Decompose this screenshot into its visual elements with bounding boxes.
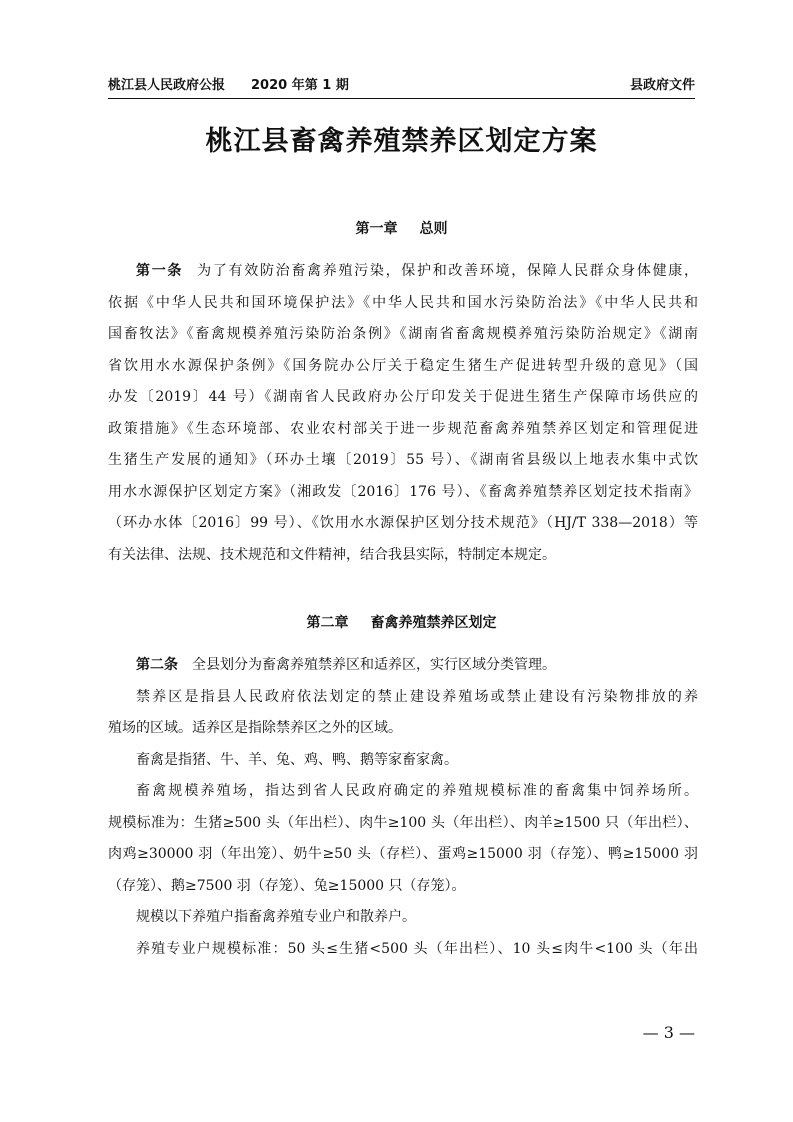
text-line: 肉鸡≥30000 羽（年出笼）、奶牛≥50 头（存栏）、蛋鸡≥15000 羽（存笼）、鸭≥15000 羽 bbox=[108, 846, 698, 862]
text-line: 殖场的区域。适养区是指除禁养区之外的区域。 bbox=[108, 720, 402, 736]
text-line: 国畜牧法》《畜禽规模养殖污染防治条例》《湖南省畜禽规模养殖污染防治规定》《湖南 bbox=[108, 326, 698, 342]
text-line: （环办水体〔2016〕99 号）、《饮用水水源保护区划分技术规范》（HJ/T 338—2018）等 bbox=[108, 515, 698, 531]
article-2-label: 第二条 bbox=[136, 657, 178, 673]
text-line: 省饮用水水源保护条例》《国务院办公厅关于稳定生猪生产促进转型升级的意见》（国 bbox=[108, 357, 698, 374]
text-line: （存笼）、鹅≥7500 羽（存笼）、兔≥15000 只（存笼）。 bbox=[108, 877, 466, 894]
text-line: 有关法律、法规、技术规范和文件精神，结合我县实际，特制定本规定。 bbox=[108, 546, 556, 563]
text-line: 养殖专业户规模标准：50 头≤生猪<500 头（年出栏）、10 头≤肉牛<100 头（年出 bbox=[136, 940, 698, 957]
chapter-1-number: 第一章 bbox=[355, 221, 398, 237]
header-left bbox=[108, 76, 349, 96]
text-line: 第一条 为了有效防治畜禽养殖污染，保护和改善环境，保障人民群众身体健康， bbox=[136, 263, 698, 279]
text-line: 禁养区是指县人民政府依法划定的禁止建设养殖场或禁止建设有污染物排放的养 bbox=[136, 688, 698, 705]
text-line: 用水水源保护区划定方案》（湘政发〔2016〕176 号）、《畜禽养殖禁养区划定技术指南》 bbox=[108, 483, 698, 500]
document-title: 桃江县畜禽养殖禁养区划定方案 bbox=[205, 126, 598, 157]
text-line: 生猪生产发展的通知》（环办土壤〔2019〕55 号）、《湖南省县级以上地表水集中式饮 bbox=[108, 452, 698, 468]
chapter-1-name: 总则 bbox=[419, 221, 448, 237]
running-header bbox=[108, 76, 695, 96]
article-2 bbox=[108, 650, 698, 965]
chapter-1-heading bbox=[108, 218, 695, 240]
article-1-label: 第一条 bbox=[136, 263, 184, 279]
page-number: — 3 — bbox=[642, 1023, 695, 1042]
chapter-2-heading bbox=[108, 612, 695, 634]
text-line: 畜禽规模养殖场，指达到省人民政府确定的养殖规模标准的畜禽集中饲养场所。 bbox=[136, 783, 698, 799]
publication-name: 桃江县人民政府公报 bbox=[108, 78, 226, 93]
header-section: 县政府文件 bbox=[629, 78, 695, 93]
text-line: 规模以下养殖户指畜禽养殖专业户和散养户。 bbox=[136, 909, 416, 925]
chapter-2-name: 畜禽养殖禁养区划定 bbox=[370, 615, 497, 631]
text-line: 第二条 全县划分为畜禽养殖禁养区和适养区，实行区域分类管理。 bbox=[136, 657, 556, 673]
chapter-2-number: 第二章 bbox=[306, 615, 349, 631]
text-line: 畜禽是指猪、牛、羊、兔、鸡、鸭、鹅等家畜家禽。 bbox=[136, 751, 458, 768]
text-line: 政策措施》《生态环境部、农业农村部关于进一步规范畜禽养殖禁养区划定和管理促进 bbox=[108, 420, 698, 437]
header-divider bbox=[108, 98, 695, 99]
issue-number: 2020 年第 1 期 bbox=[251, 78, 349, 93]
article-1 bbox=[108, 256, 698, 571]
text-line: 办发〔2019〕44 号）《湖南省人民政府办公厅印发关于促进生猪生产保障市场供应的 bbox=[108, 389, 698, 405]
text-line: 依据《中华人民共和国环境保护法》《中华人民共和国水污染防治法》《中华人民共和 bbox=[108, 294, 698, 311]
text-line: 规模标准为：生猪≥500 头（年出栏）、肉牛≥100 头（年出栏）、肉羊≥1500 只（年出栏）、 bbox=[108, 814, 698, 831]
